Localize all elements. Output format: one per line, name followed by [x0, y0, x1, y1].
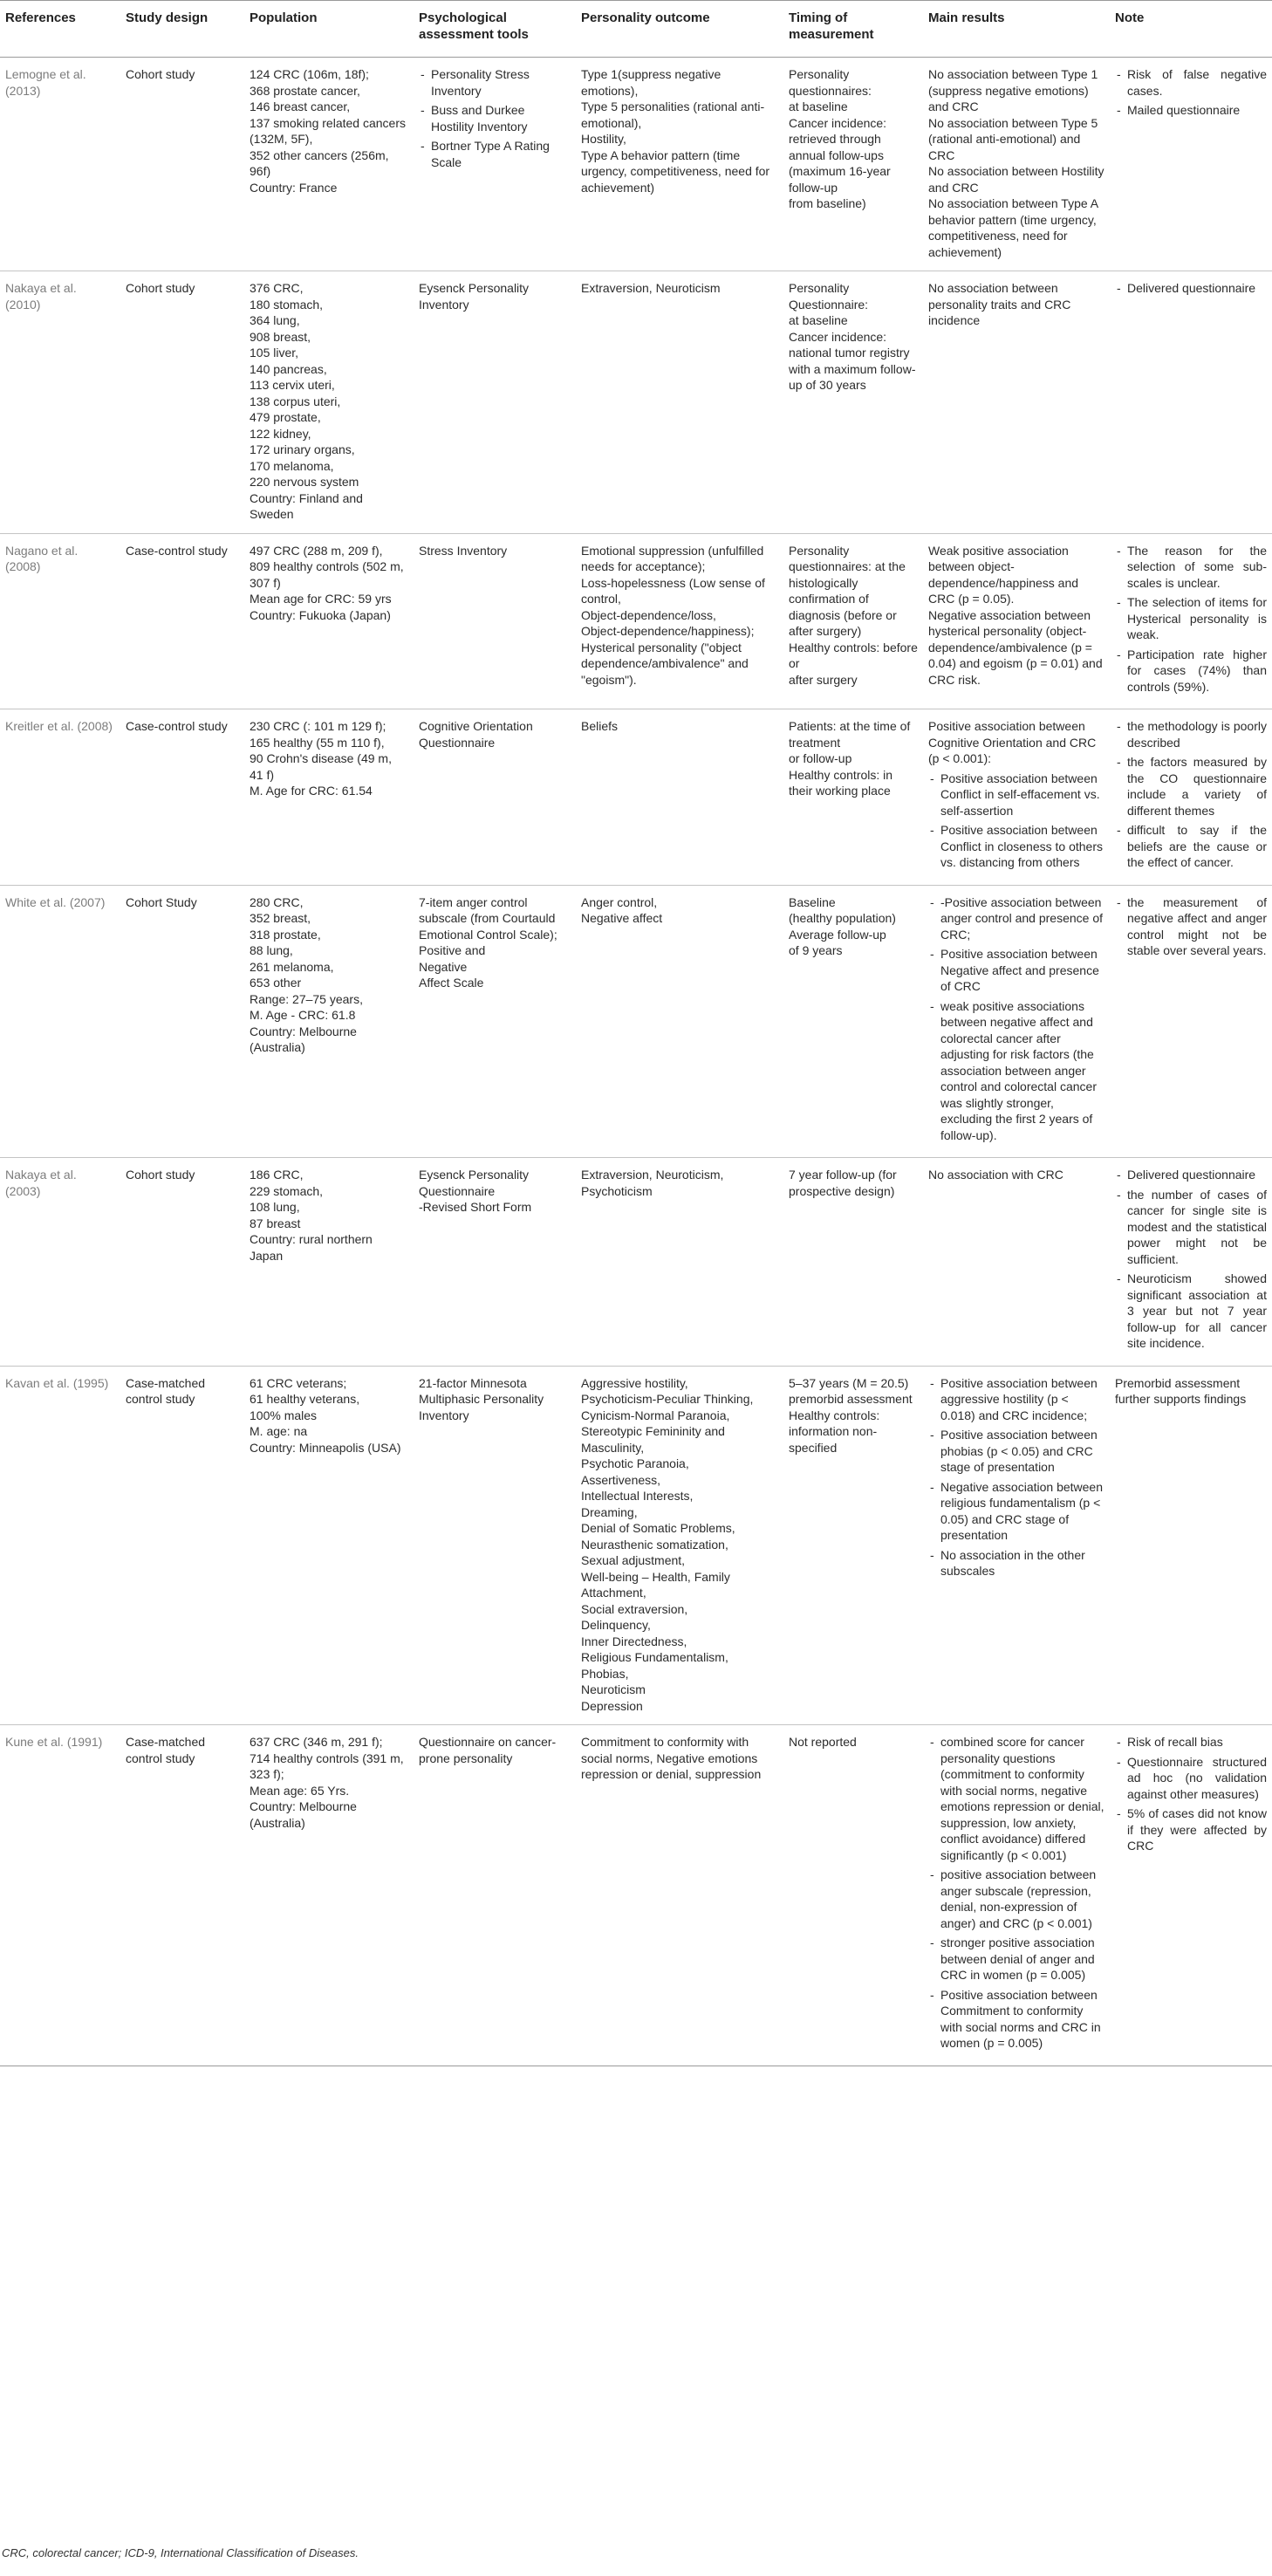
reference-cell: Nakaya et al. (2010) [0, 271, 120, 534]
timing-cell [783, 58, 923, 271]
timing-line: Cancer incidence: retrieved through annual follow-ups (maximum 16-year follow-up [789, 115, 891, 195]
timing-cell [783, 533, 923, 709]
timing-line: of 9 years [789, 943, 843, 957]
table-row [0, 1366, 1272, 1725]
reference-cell: Nagano et al. (2008) [0, 533, 120, 709]
outcome-cell [576, 58, 783, 271]
outcome-line: Extraversion, Neuroticism [581, 281, 721, 295]
population-line: Country: Minneapolis (USA) [250, 1440, 401, 1455]
result-line: No association between Type 1 (suppress negative emotions) and CRC [928, 67, 1098, 113]
timing-line: Not reported [789, 1735, 857, 1749]
outcome-line: Intellectual Interests, [581, 1489, 694, 1503]
result-item: - stronger positive association between denial of anger and CRC in women (p = 0.005) [940, 1935, 1104, 1983]
result-item: - Positive association between Conflict in self-effacement vs. self-assertion [940, 771, 1104, 819]
study-design-cell: Case-control study [120, 533, 244, 709]
population-line: 368 prostate cancer, [250, 83, 360, 98]
col-header-timing: Timing of measurement [783, 1, 923, 58]
population-line: 61 CRC veterans; [250, 1375, 347, 1390]
timing-line: 5–37 years (M = 20.5) [789, 1375, 909, 1390]
tool-line: Eysenck Personality Inventory [419, 281, 530, 312]
results-cell [923, 1725, 1110, 2066]
timing-cell [783, 1366, 923, 1725]
table-row [0, 533, 1272, 709]
note-item: - Questionnaire structured ad hoc (no validation against other measures) [1127, 1754, 1267, 1803]
population-line: 138 corpus uteri, [250, 394, 341, 408]
population-line: 146 breast cancer, [250, 99, 351, 113]
outcome-cell [576, 885, 783, 1158]
population-line: 376 CRC, [250, 281, 304, 295]
note-item: - the number of cases of cancer for single site is modest and the statistical power might not be sufficient. [1127, 1187, 1267, 1268]
outcome-line: Dreaming, [581, 1504, 638, 1519]
population-line: 230 CRC (: 101 m 129 f); [250, 719, 386, 733]
timing-cell [783, 885, 923, 1158]
population-line: 352 other cancers (256m, 96f) [250, 147, 389, 178]
result-item: - combined score for cancer personality questions (commitment to conformity with social norms, negative emotions repression or denial, suppression, low anxiety, conflict avoidance) differed significantly (p < 0.001) [940, 1734, 1104, 1863]
outcome-line: Type A behavior pattern (time urgency, competitiveness, need for achievement) [581, 147, 770, 195]
outcome-line: Religious Fundamentalism, [581, 1650, 728, 1664]
timing-line: Cancer incidence: national tumor registry with a maximum follow-up of 30 years [789, 329, 916, 392]
population-line: 908 breast, [250, 329, 311, 344]
results-cell [923, 271, 1110, 534]
timing-line: 7 year follow-up (for prospective design) [789, 1168, 897, 1198]
tool-line: 7-item anger control subscale (from Courtauld Emotional Control Scale); [419, 894, 557, 942]
results-cell [923, 1366, 1110, 1725]
population-cell [244, 271, 414, 534]
population-line: Mean age: 65 Yrs. [250, 1783, 350, 1798]
study-design-cell: Cohort study [120, 1158, 244, 1367]
tools-cell [414, 885, 576, 1158]
result-line: No association between personality traits and CRC incidence [928, 281, 1071, 327]
result-item: - weak positive associations between negative affect and colorectal cancer after adjusting for risk factors (the association between anger control and colorectal cancer was slightly stronger, excluding the first 2 years of follow-up). [940, 998, 1104, 1144]
timing-line: Average follow-up [789, 927, 886, 942]
outcome-line: Anger control, [581, 894, 658, 909]
timing-line: Healthy controls: in their working place [789, 767, 893, 798]
table-row [0, 1158, 1272, 1367]
col-header-note: Note [1110, 1, 1272, 58]
tool-line: Positive and [419, 943, 486, 957]
tool-line: Eysenck Personality Questionnaire [419, 1168, 530, 1198]
population-line: M. age: na [250, 1424, 308, 1438]
timing-line: Healthy controls: before or [789, 640, 918, 670]
col-header-population: Population [244, 1, 414, 58]
note-item: - Delivered questionnaire [1127, 280, 1267, 297]
outcome-line: Object-dependence/happiness); [581, 624, 755, 638]
population-line: Country: Finland and Sweden [250, 490, 363, 521]
timing-line: after surgery [789, 672, 858, 687]
note-item: - Participation rate higher for cases (74%) than controls (59%). [1127, 647, 1267, 695]
result-item: - Positive association between aggressive hostility (p < 0.018) and CRC incidence; [940, 1375, 1104, 1424]
outcome-cell [576, 533, 783, 709]
outcome-cell [576, 1366, 783, 1725]
outcome-line: Emotional suppression (unfulfilled needs for acceptance); [581, 543, 764, 573]
outcome-line: Extraversion, Neuroticism, Psychoticism [581, 1168, 724, 1198]
population-line: 653 other [250, 976, 302, 990]
note-item: - Delivered questionnaire [1127, 1167, 1267, 1183]
tool-line: Affect Scale [419, 976, 484, 990]
table-row [0, 709, 1272, 886]
result-line: No association with CRC [928, 1168, 1063, 1182]
population-line: Mean age for CRC: 59 yrs [250, 592, 392, 606]
note-cell [1110, 1158, 1272, 1367]
note-cell [1110, 58, 1272, 271]
timing-line: at baseline [789, 313, 848, 327]
col-header-assessment-tools: Psychological assessment tools [414, 1, 576, 58]
population-line: 113 cervix uteri, [250, 378, 335, 392]
note-item: - difficult to say if the beliefs are the cause or the effect of cancer. [1127, 822, 1267, 871]
result-line: Weak positive association between object-dependence/happiness and CRC (p = 0.05). [928, 543, 1079, 606]
results-cell [923, 58, 1110, 271]
population-line: Country: Melbourne (Australia) [250, 1799, 357, 1830]
col-header-study-design: Study design [120, 1, 244, 58]
population-line: 280 CRC, [250, 894, 304, 909]
tools-cell [414, 1366, 576, 1725]
outcome-line: Neurasthenic somatization, [581, 1537, 728, 1552]
population-line: 105 liver, [250, 346, 299, 360]
population-line: 479 prostate, [250, 410, 321, 424]
result-item: - positive association between anger subscale (repression, denial, non-expression of anger) and CRC (p < 0.001) [940, 1867, 1104, 1931]
col-header-personality-outcome: Personality outcome [576, 1, 783, 58]
population-line: 140 pancreas, [250, 361, 327, 376]
reference-cell: Lemogne et al. (2013) [0, 58, 120, 271]
reference-cell: Kune et al. (1991) [0, 1725, 120, 2066]
results-cell [923, 1158, 1110, 1367]
note-cell [1110, 271, 1272, 534]
population-line: Country: Fukuoka (Japan) [250, 607, 391, 622]
results-cell [923, 709, 1110, 886]
reference-cell: Kreitler et al. (2008) [0, 709, 120, 886]
note-item: - the measurement of negative affect and anger control might not be stable over several years. [1127, 894, 1267, 959]
population-cell [244, 1366, 414, 1725]
tool-line: Stress Inventory [419, 543, 508, 558]
outcome-line: Negative affect [581, 911, 663, 925]
reference-cell: Kavan et al. (1995) [0, 1366, 120, 1725]
population-cell [244, 885, 414, 1158]
population-line: M. Age - CRC: 61.8 [250, 1008, 356, 1022]
outcome-line: Inner Directedness, [581, 1634, 687, 1648]
population-cell [244, 58, 414, 271]
outcome-line: Social extraversion, [581, 1601, 688, 1616]
result-item: - Positive association between Conflict in closeness to others vs. distancing from others [940, 822, 1104, 871]
outcome-line: Type 1(suppress negative emotions), [581, 67, 721, 98]
table-row [0, 885, 1272, 1158]
table-row [0, 1725, 1272, 2066]
population-line: 61 healthy veterans, [250, 1392, 360, 1406]
population-line: 229 stomach, [250, 1183, 324, 1198]
population-line: 352 breast, [250, 911, 311, 925]
outcome-line: Psychoticism-Peculiar Thinking, [581, 1392, 754, 1406]
population-line: 87 breast [250, 1216, 301, 1230]
population-line: 318 prostate, [250, 927, 321, 942]
note-item: - Neuroticism showed significant association at 3 year but not 7 year follow-up for all cancer site incidence. [1127, 1271, 1267, 1352]
outcome-line: Phobias, [581, 1666, 629, 1681]
result-line: Negative association between hysterical personality (object-dependence/ambivalence (p = 0.04) and egoism (p = 0.01) and CRC risk. [928, 607, 1103, 687]
population-line: 364 lung, [250, 313, 300, 327]
tool-item: - Bortner Type A Rating Scale [431, 138, 571, 170]
note-item: - The reason for the selection of some sub-scales is unclear. [1127, 543, 1267, 592]
population-cell [244, 1158, 414, 1367]
study-design-cell: Case-matched control study [120, 1366, 244, 1725]
population-line: 90 Crohn's disease (49 m, 41 f) [250, 751, 392, 782]
study-design-cell: Case-matched control study [120, 1725, 244, 2066]
result-intro: Positive association between Cognitive Orientation and CRC (p < 0.001): [928, 719, 1097, 765]
outcome-line: Neuroticism [581, 1682, 646, 1696]
population-line: 637 CRC (346 m, 291 f); [250, 1735, 383, 1749]
timing-line: Personality Questionnaire: [789, 281, 869, 312]
results-cell [923, 533, 1110, 709]
tool-line: -Revised Short Form [419, 1200, 532, 1214]
tool-item: - Buss and Durkee Hostility Inventory [431, 102, 571, 134]
tools-cell [414, 1725, 576, 2066]
result-item: - No association in the other subscales [940, 1547, 1104, 1579]
col-header-references: References [0, 1, 120, 58]
population-line: Range: 27–75 years, [250, 991, 363, 1006]
outcome-line: Depression [581, 1698, 643, 1713]
outcome-cell [576, 709, 783, 886]
result-line: No association between Type 5 (rational anti-emotional) and CRC [928, 115, 1098, 162]
timing-line: Patients: at the time of treatment [789, 719, 911, 750]
note-item: - The selection of items for Hysterical personality is weak. [1127, 594, 1267, 643]
study-design-cell: Cohort study [120, 58, 244, 271]
timing-line: at baseline [789, 99, 848, 113]
timing-line: (healthy population) [789, 911, 896, 925]
population-line: 261 melanoma, [250, 959, 334, 974]
note-item: - 5% of cases did not know if they were affected by CRC [1127, 1805, 1267, 1854]
outcome-cell [576, 1158, 783, 1367]
tool-line: Cognitive Orientation Questionnaire [419, 719, 533, 750]
population-line: 172 urinary organs, [250, 442, 355, 456]
outcome-line: Commitment to conformity with social norms, Negative emotions repression or denial, suppression [581, 1735, 762, 1781]
reference-cell: White et al. (2007) [0, 885, 120, 1158]
population-line: 165 healthy (55 m 110 f), [250, 735, 385, 750]
note-text: Premorbid assessment further supports findings [1115, 1375, 1247, 1406]
population-line: Country: rural northern Japan [250, 1232, 373, 1263]
outcome-line: Loss-hopelessness (Low sense of control, [581, 575, 765, 606]
timing-line: from baseline) [789, 196, 866, 210]
study-design-cell: Cohort study [120, 271, 244, 534]
outcome-line: Hostility, [581, 132, 626, 146]
timing-cell [783, 1725, 923, 2066]
outcome-line: Delinquency, [581, 1618, 651, 1632]
population-line: Country: France [250, 180, 338, 195]
study-design-cell: Cohort Study [120, 885, 244, 1158]
result-item: - Negative association between religious fundamentalism (p < 0.05) and CRC stage of presentation [940, 1479, 1104, 1544]
timing-line: or follow-up [789, 751, 852, 765]
result-item: - Positive association between Negative affect and presence of CRC [940, 946, 1104, 995]
table-footnote: CRC, colorectal cancer; ICD-9, International Classification of Diseases. [2, 2546, 359, 2559]
note-item: - the methodology is poorly described [1127, 718, 1267, 750]
population-line: 108 lung, [250, 1200, 300, 1214]
timing-cell [783, 271, 923, 534]
note-cell [1110, 709, 1272, 886]
outcome-line: Denial of Somatic Problems, [581, 1521, 735, 1535]
population-line: 809 healthy controls (502 m, 307 f) [250, 559, 404, 590]
result-line: No association between Type A behavior pattern (time urgency, competitiveness, need for achievement) [928, 196, 1098, 259]
reference-cell: Nakaya et al. (2003) [0, 1158, 120, 1367]
timing-line: Personality questionnaires: [789, 67, 872, 98]
timing-cell [783, 1158, 923, 1367]
outcome-line: Well-being – Health, Family Attachment, [581, 1569, 730, 1600]
population-line: 88 lung, [250, 943, 293, 957]
outcome-line: Stereotypic Femininity and Masculinity, [581, 1424, 725, 1455]
outcome-line: Beliefs [581, 719, 619, 733]
tool-line: 21-factor Minnesota Multiphasic Personality Inventory [419, 1375, 544, 1422]
outcome-line: Object-dependence/loss, [581, 607, 716, 622]
population-line: 100% males [250, 1408, 318, 1422]
population-cell [244, 709, 414, 886]
tools-cell [414, 533, 576, 709]
study-design-cell: Case-control study [120, 709, 244, 886]
population-line: 180 stomach, [250, 297, 324, 312]
timing-line: Healthy controls: information non-specified [789, 1408, 880, 1455]
note-cell [1110, 1725, 1272, 2066]
note-item: - Risk of recall bias [1127, 1734, 1267, 1750]
outcome-cell [576, 271, 783, 534]
result-line: No association between Hostility and CRC [928, 164, 1104, 195]
population-line: 122 kidney, [250, 426, 311, 441]
outcome-line: Aggressive hostility, [581, 1375, 688, 1390]
tool-line: Negative [419, 959, 468, 974]
outcome-line: Assertiveness, [581, 1472, 661, 1487]
population-line: 124 CRC (106m, 18f); [250, 67, 369, 81]
note-cell [1110, 1366, 1272, 1725]
timing-line: premorbid assessment [789, 1392, 913, 1406]
population-line: 137 smoking related cancers (132M, 5F), [250, 115, 406, 146]
note-cell [1110, 533, 1272, 709]
population-line: M. Age for CRC: 61.54 [250, 784, 373, 798]
outcome-line: Type 5 personalities (rational anti-emotional), [581, 99, 765, 130]
timing-cell [783, 709, 923, 886]
note-item: - Risk of false negative cases. [1127, 66, 1267, 99]
population-cell [244, 533, 414, 709]
population-line: Country: Melbourne (Australia) [250, 1024, 357, 1054]
timing-line: Baseline [789, 894, 836, 909]
tools-cell [414, 271, 576, 534]
population-line: 497 CRC (288 m, 209 f), [250, 543, 383, 558]
outcome-line: Psychotic Paranoia, [581, 1456, 689, 1470]
col-header-main-results: Main results [923, 1, 1110, 58]
result-item: - Positive association between phobias (p < 0.05) and CRC stage of presentation [940, 1427, 1104, 1476]
tools-cell [414, 709, 576, 886]
outcome-line: Hysterical personality ("object dependence/ambivalence" and "egoism"). [581, 640, 749, 687]
tools-cell [414, 58, 576, 271]
timing-line: Personality questionnaires: at the histologically confirmation of diagnosis (before or after surgery) [789, 543, 906, 638]
result-item: - Positive association between Commitment to conformity with social norms and CRC in women (p = 0.005) [940, 1987, 1104, 2052]
result-item: - -Positive association between anger control and presence of CRC; [940, 894, 1104, 943]
population-line: 186 CRC, [250, 1168, 304, 1182]
note-item: - Mailed questionnaire [1127, 102, 1267, 119]
table-header-row [0, 1, 1272, 58]
population-cell [244, 1725, 414, 2066]
outcome-line: Sexual adjustment, [581, 1553, 686, 1567]
population-line: 170 melanoma, [250, 458, 334, 473]
table-row [0, 58, 1272, 271]
note-cell [1110, 885, 1272, 1158]
outcome-cell [576, 1725, 783, 2066]
population-line: 220 nervous system [250, 475, 359, 489]
tool-line: Questionnaire on cancer-prone personality [419, 1735, 557, 1765]
tools-cell [414, 1158, 576, 1367]
population-line: 714 healthy controls (391 m, 323 f); [250, 1750, 404, 1781]
results-cell [923, 885, 1110, 1158]
table-row [0, 271, 1272, 534]
tool-item: - Personality Stress Inventory [431, 66, 571, 99]
note-item: - the factors measured by the CO questionnaire include a variety of different themes [1127, 754, 1267, 819]
outcome-line: Cynicism-Normal Paranoia, [581, 1408, 730, 1422]
